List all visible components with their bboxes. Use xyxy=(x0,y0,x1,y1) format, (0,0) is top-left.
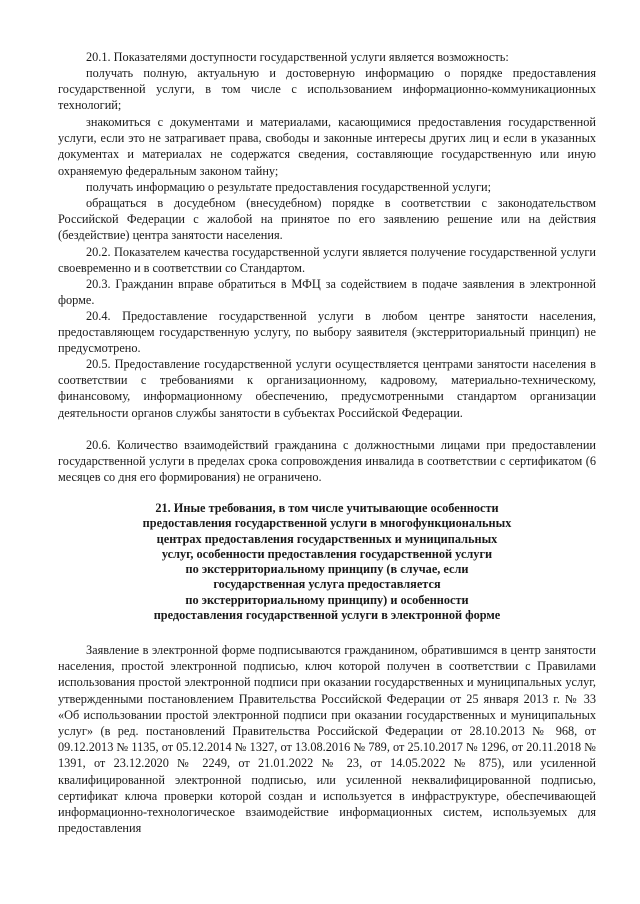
paragraph-20-4: 20.4. Предоставление государственной услуги в любом центре занятости населения, предоставляющем государственную услугу, по выбору заявителя (экстерриториальный принцип) не предусмотрено. xyxy=(58,309,596,356)
paragraph-20-2: 20.2. Показателем качества государственной услуги является получение государственной услуги своевременно и в соответствии со Стандартом. xyxy=(58,245,596,276)
heading-line: 21. Иные требования, в том числе учитывающие особенности xyxy=(155,501,499,515)
paragraph-21-1: Заявление в электронной форме подписываются гражданином, обратившимся в центр занятости населения, простой электронной подписью, ключ которой получен в соответствии с Правилами использования простой электронной подписи при оказании государственных и муниципальных услуг, утвержденными постановлением Правительства Российской Федерации от 25 января 2013 г. № 33 «Об использовании простой электронной подписи при оказании государственных и муниципальных услуг» (в ред. постановлений Правительства Российской Федерации от 28.10.2013 № 968, от 09.12.2013 № 1135, от 05.12.2014 № 1327, от 13.08.2016 № 789, от 25.10.2017 № 1296, от 20.11.2018 № 1391, от 23.12.2020 № 2249, от 21.01.2022 № 23, от 14.05.2022 № 875), или усиленной квалифицированной электронной подписью, или усиленной неквалифицированной подписью, сертификат ключа проверки которой создан и используется в инфраструктуре, обеспечивающей информационно-технологическое взаимодействие информационных систем, используемых для предоставления xyxy=(58,643,596,836)
paragraph-20-1-item-d: обращаться в досудебном (внесудебном) порядке в соответствии с законодательством Российской Федерации с жалобой на принятое по его заявлению решение или на действия (бездействие) центра занятости населения. xyxy=(58,196,596,243)
heading-line: услуг, особенности предоставления государственной услуги xyxy=(161,546,493,561)
heading-line: предоставления государственной услуги в электронной форме xyxy=(153,608,501,623)
heading-line: центрах предоставления государственных и муниципальных xyxy=(156,531,498,546)
heading-line: по экстерриториальному принципу) и особенности xyxy=(185,592,469,607)
section-21-heading xyxy=(58,501,596,623)
paragraph-20-3: 20.3. Гражданин вправе обратиться в МФЦ за содействием в подаче заявления в электронной форме. xyxy=(58,277,596,308)
paragraph-20-1-item-b: знакомиться с документами и материалами, касающимися предоставления государственной услуги, если это не затрагивает права, свободы и законные интересы других лиц и если в указанных документах и материалах не содержатся сведения, составляющие государственную или иную охраняемую федеральным законом тайну; xyxy=(58,115,596,178)
paragraph-20-6: 20.6. Количество взаимодействий гражданина с должностными лицами при предоставлении государственной услуги в пределах срока сопровождения инвалида в соответствии с сертификатом (6 месяцев со дня его формирования) не ограничено. xyxy=(58,438,596,485)
paragraph-20-1-item-a: получать полную, актуальную и достоверную информацию о порядке предоставления государственной услуги, в том числе с использованием информационно-коммуникационных технологий; xyxy=(58,66,596,113)
heading-line: государственная услуга предоставляется xyxy=(213,577,441,592)
paragraph-20-1: 20.1. Показателями доступности государственной услуги является возможность: xyxy=(86,50,509,64)
heading-line: предоставления государственной услуги в многофункциональных xyxy=(142,516,512,531)
paragraph-20-1-item-c: получать информацию о результате предоставления государственной услуги; xyxy=(86,180,492,194)
heading-line: по экстерриториальному принципу (в случае, если xyxy=(185,562,469,577)
paragraph-20-5: 20.5. Предоставление государственной услуги осуществляется центрами занятости населения в соответствии с требованиями к организационному, кадровому, материально-техническому, финансовому, информационному обеспечению, предусмотренными стандартом организации деятельности органов службы занятости в субъектах Российской Федерации. xyxy=(58,357,596,420)
